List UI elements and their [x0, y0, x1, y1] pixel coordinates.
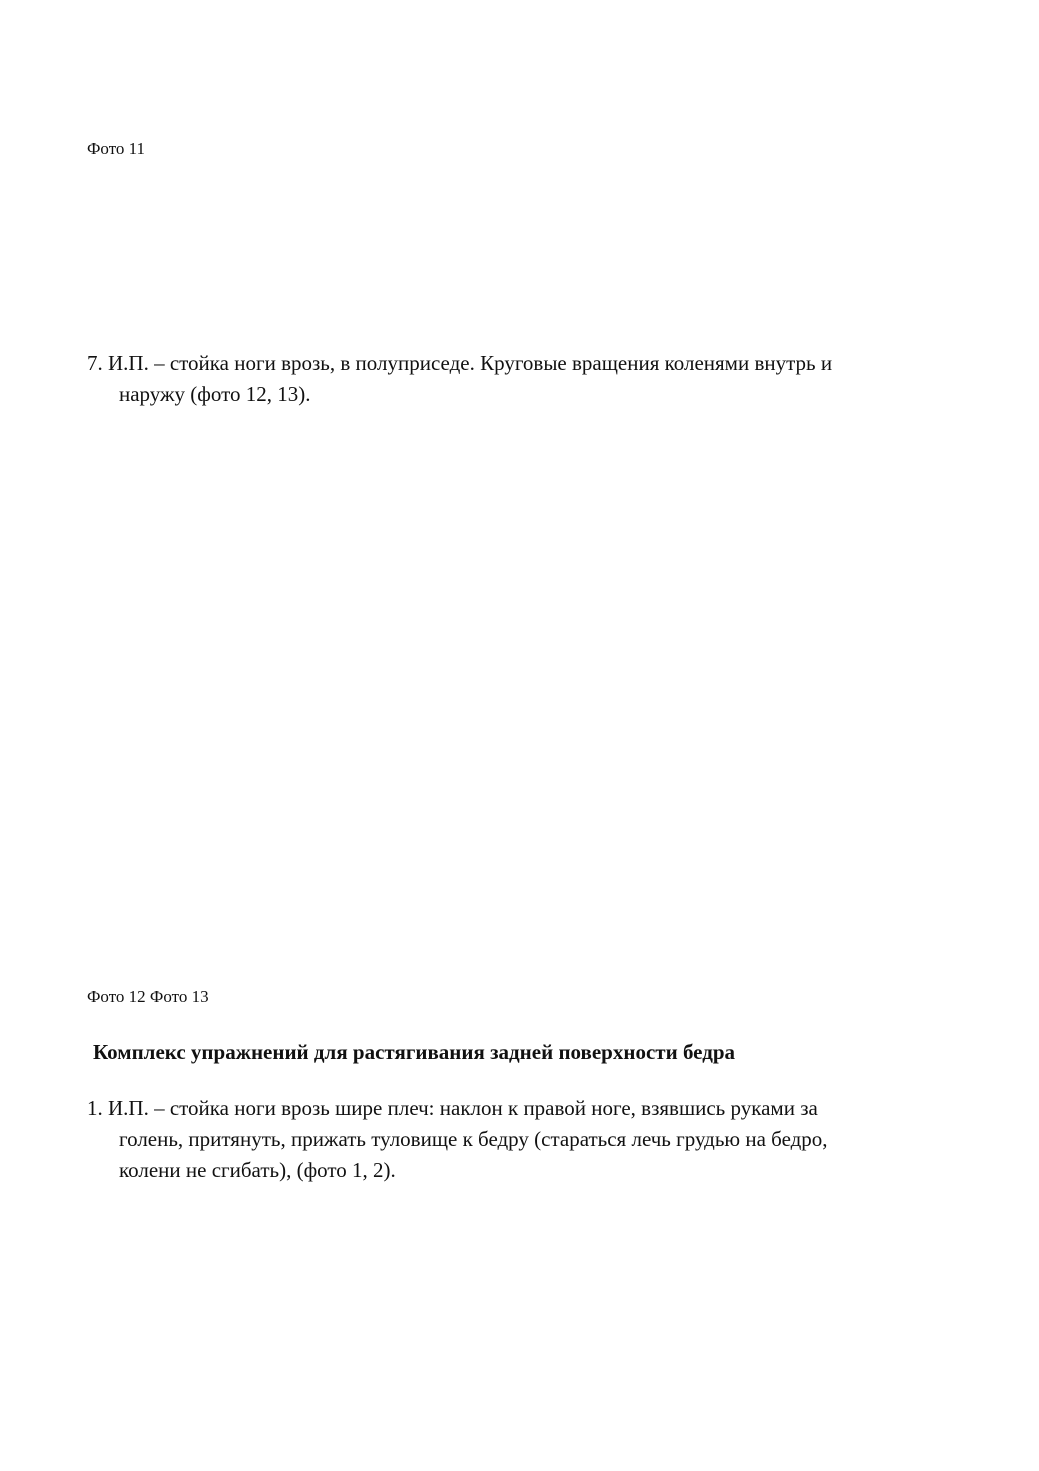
- exercise-1-line-1: 1. И.П. – стойка ноги врозь шире плеч: наклон к правой ноге, взявшись руками за: [87, 1096, 818, 1120]
- exercise-1: [87, 1093, 987, 1186]
- photo-12-13-caption: Фото 12 Фото 13: [87, 987, 209, 1006]
- exercise-1-line-2: голень, притянуть, прижать туловище к бедру (стараться лечь грудью на бедро,: [119, 1127, 828, 1151]
- exercise-7-line-1: 7. И.П. – стойка ноги врозь, в полуприседе. Круговые вращения коленями внутрь и: [87, 351, 833, 375]
- section-heading: Комплекс упражнений для растягивания задней поверхности бедра: [93, 1040, 736, 1064]
- exercise-7-line-2: наружу (фото 12, 13).: [119, 382, 311, 406]
- exercise-1-line-3: колени не сгибать), (фото 1, 2).: [119, 1158, 396, 1182]
- photo-11-caption: Фото 11: [87, 139, 146, 158]
- exercise-7: [87, 348, 987, 410]
